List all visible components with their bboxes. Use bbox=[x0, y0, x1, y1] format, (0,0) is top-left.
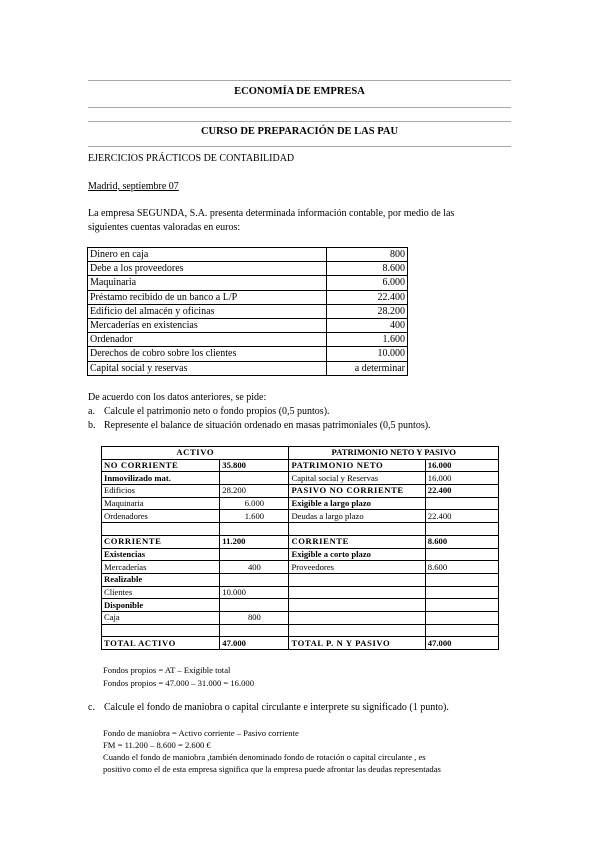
rule bbox=[88, 146, 511, 147]
table-row bbox=[88, 248, 408, 262]
account-label: Mercaderías en existencias bbox=[88, 318, 327, 332]
calc-line: Fondos propios = AT – Exigible total bbox=[103, 665, 231, 675]
account-value: 28.200 bbox=[327, 304, 408, 318]
table-row bbox=[88, 276, 408, 290]
cell bbox=[220, 548, 289, 561]
table-row bbox=[102, 573, 499, 586]
cell: Exigible a corto plazo bbox=[289, 548, 425, 561]
account-value: a determinar bbox=[327, 361, 408, 375]
cell bbox=[425, 624, 498, 637]
calc-line: Fondo de maniobra = Activo corriente – Pasivo corriente bbox=[103, 728, 299, 738]
table-row bbox=[88, 262, 408, 276]
subject-heading: ECONOMÍA DE EMPRESA bbox=[234, 86, 365, 97]
cell: 47.000 bbox=[220, 637, 289, 650]
account-label: Edificio del almacén y oficinas bbox=[88, 304, 327, 318]
cell: 1.600 bbox=[220, 510, 289, 523]
cell: Disponible bbox=[102, 599, 220, 612]
cell bbox=[289, 523, 425, 536]
table-row bbox=[88, 333, 408, 347]
table-row bbox=[102, 599, 499, 612]
cell bbox=[425, 586, 498, 599]
cell bbox=[220, 599, 289, 612]
table-row bbox=[88, 318, 408, 332]
cell bbox=[289, 611, 425, 624]
date-line: Madrid, septiembre 07 bbox=[88, 181, 179, 192]
cell: 22.400 bbox=[425, 510, 498, 523]
account-value: 6.000 bbox=[327, 276, 408, 290]
cell bbox=[102, 523, 220, 536]
cell: TOTAL P. N Y PASIVO bbox=[289, 637, 425, 650]
cell: Mercaderías bbox=[102, 561, 220, 574]
cell: 16.000 bbox=[425, 472, 498, 485]
cell bbox=[220, 472, 289, 485]
table-row bbox=[102, 586, 499, 599]
table-total-row bbox=[102, 637, 499, 650]
cell: Proveedores bbox=[289, 561, 425, 574]
cell: CORRIENTE bbox=[289, 535, 425, 548]
cell bbox=[425, 599, 498, 612]
account-label: Préstamo recibido de un banco a L/P bbox=[88, 290, 327, 304]
cell: Edificios bbox=[102, 485, 220, 498]
activo-header: ACTIVO bbox=[102, 447, 289, 460]
calc-line: Fondos propios = 47.000 – 31.000 = 16.000 bbox=[103, 678, 255, 688]
accounts-table bbox=[87, 247, 408, 376]
table-row bbox=[102, 561, 499, 574]
cell: Inmovilizado mat. bbox=[102, 472, 220, 485]
table-row bbox=[102, 472, 499, 485]
cell: 10.000 bbox=[220, 586, 289, 599]
cell bbox=[289, 586, 425, 599]
cell: TOTAL ACTIVO bbox=[102, 637, 220, 650]
cell: Caja bbox=[102, 611, 220, 624]
account-label: Ordenador bbox=[88, 333, 327, 347]
account-value: 1.600 bbox=[327, 333, 408, 347]
cell bbox=[425, 497, 498, 510]
table-row bbox=[102, 497, 499, 510]
cell: 47.000 bbox=[425, 637, 498, 650]
cell bbox=[220, 523, 289, 536]
account-label: Dinero en caja bbox=[88, 248, 327, 262]
account-value: 8.600 bbox=[327, 262, 408, 276]
cell: Exigible a largo plazo bbox=[289, 497, 425, 510]
question-letter: a. bbox=[88, 406, 95, 417]
cell bbox=[425, 523, 498, 536]
cell: 22.400 bbox=[425, 485, 498, 498]
cell: Maquinaria bbox=[102, 497, 220, 510]
table-row bbox=[88, 347, 408, 361]
cell: Clientes bbox=[102, 586, 220, 599]
cell bbox=[425, 611, 498, 624]
account-value: 22.400 bbox=[327, 290, 408, 304]
explanation-line: positivo como el de esta empresa significa que la empresa puede afrontar las deudas representadas bbox=[103, 764, 441, 774]
cell bbox=[289, 624, 425, 637]
cell: PASIVO NO CORRIENTE bbox=[289, 485, 425, 498]
cell bbox=[289, 599, 425, 612]
account-value: 10.000 bbox=[327, 347, 408, 361]
table-row bbox=[102, 624, 499, 637]
cell bbox=[289, 573, 425, 586]
cell: Deudas a largo plazo bbox=[289, 510, 425, 523]
question-letter: b. bbox=[88, 420, 96, 431]
rule bbox=[88, 121, 511, 122]
cell: 8.600 bbox=[425, 535, 498, 548]
account-value: 800 bbox=[327, 248, 408, 262]
table-header-row bbox=[102, 447, 499, 460]
cell bbox=[220, 573, 289, 586]
cell bbox=[102, 624, 220, 637]
explanation-line: Cuando el fondo de maniobra ,también denominado fondo de rotación o capital circulante , es bbox=[103, 752, 426, 762]
cell: Existencias bbox=[102, 548, 220, 561]
cell: 11.200 bbox=[220, 535, 289, 548]
question-text: Calcule el fondo de maniobra o capital circulante e interprete su significado (1 punto). bbox=[104, 702, 449, 713]
intro-text: siguientes cuentas valoradas en euros: bbox=[88, 222, 241, 233]
pasivo-header: PATRIMONIO NETO Y PASIVO bbox=[289, 447, 499, 460]
cell: CORRIENTE bbox=[102, 535, 220, 548]
cell: Capital social y Reservas bbox=[289, 472, 425, 485]
account-label: Derechos de cobro sobre los clientes bbox=[88, 347, 327, 361]
cell: 28.200 bbox=[220, 485, 289, 498]
table-row bbox=[88, 304, 408, 318]
table-row bbox=[102, 485, 499, 498]
cell: 800 bbox=[220, 611, 289, 624]
course-heading: CURSO DE PREPARACIÓN DE LAS PAU bbox=[200, 126, 399, 137]
cell: Realizable bbox=[102, 573, 220, 586]
table-row bbox=[102, 535, 499, 548]
cell: 35.800 bbox=[220, 459, 289, 472]
question-text: Represente el balance de situación ordenado en masas patrimoniales (0,5 puntos). bbox=[104, 420, 431, 431]
account-label: Capital social y reservas bbox=[88, 361, 327, 375]
rule bbox=[88, 107, 511, 108]
account-value: 400 bbox=[327, 318, 408, 332]
question-letter: c. bbox=[88, 702, 95, 713]
table-row bbox=[102, 611, 499, 624]
cell: 8.600 bbox=[425, 561, 498, 574]
table-row bbox=[102, 510, 499, 523]
intro-text: La empresa SEGUNDA, S.A. presenta determinada información contable, por medio de las bbox=[88, 208, 455, 219]
cell: 400 bbox=[220, 561, 289, 574]
top-rule bbox=[88, 80, 511, 81]
table-row bbox=[102, 548, 499, 561]
calc-line: FM = 11.200 – 8.600 = 2.600 € bbox=[103, 740, 211, 750]
account-label: Maquinaria bbox=[88, 276, 327, 290]
table-row bbox=[88, 361, 408, 375]
account-label: Debe a los proveedores bbox=[88, 262, 327, 276]
question-text: Calcule el patrimonio neto o fondo propios (0,5 puntos). bbox=[104, 406, 330, 417]
section-title: EJERCICIOS PRÁCTICOS DE CONTABILIDAD bbox=[88, 153, 295, 164]
cell: NO CORRIENTE bbox=[102, 459, 220, 472]
cell: 16.000 bbox=[425, 459, 498, 472]
table-row bbox=[102, 459, 499, 472]
cell: PATRIMONIO NETO bbox=[289, 459, 425, 472]
cell bbox=[220, 624, 289, 637]
balance-sheet-table bbox=[101, 446, 499, 650]
cell: 6.000 bbox=[220, 497, 289, 510]
questions-intro: De acuerdo con los datos anteriores, se pide: bbox=[88, 392, 267, 403]
cell bbox=[425, 548, 498, 561]
table-row bbox=[88, 290, 408, 304]
cell bbox=[425, 573, 498, 586]
table-row bbox=[102, 523, 499, 536]
cell: Ordenadores bbox=[102, 510, 220, 523]
